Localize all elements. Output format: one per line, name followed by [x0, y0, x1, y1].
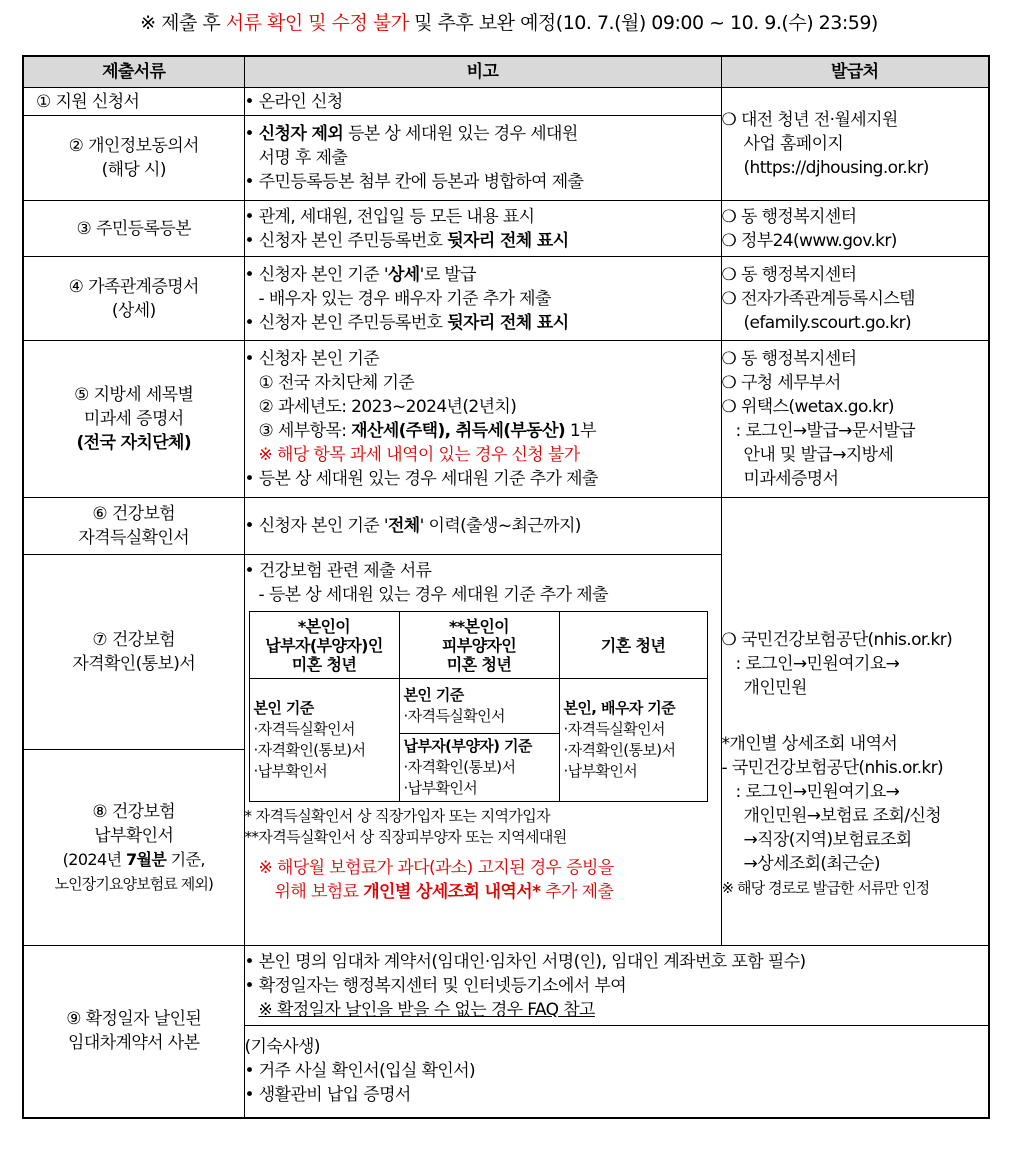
remark-family-l1-pre: • 신청자 본인 기준 '	[244, 264, 388, 285]
remark-tax-l3: ② 과세년도: 2023~2024년(2년치)	[258, 397, 517, 417]
row-family-relation	[23, 257, 989, 341]
remark-tax-l4-bold: 재산세(주택), 취득세(부동산)	[351, 421, 566, 441]
doc-local-tax-l3: (전국 자치단체)	[76, 433, 192, 453]
sub-c3-i2: ·자격확인(통보)서	[563, 741, 676, 759]
doc-health-notice	[23, 555, 244, 750]
issuer-nhis-l7: 개인민원→보험료 조회/신청	[743, 806, 942, 826]
header-remark: 비고	[244, 56, 721, 88]
issuer-family-l3: (efamily.scourt.go.kr)	[743, 312, 912, 333]
doc-privacy-consent	[23, 116, 244, 201]
doc-health-n-l2: 자격확인(통보)서	[72, 654, 196, 674]
health-note-2: **자격득실확인서 상 직장피부양자 또는 지역세대원	[244, 828, 567, 846]
remark-tax-l6: • 등본 상 세대원 있는 경우 세대원 기준 추가 제출	[244, 469, 598, 489]
sub-c2a-title: 본인 기준	[403, 686, 464, 704]
remark-privacy-l3: • 주민등록등본 첨부 칸에 등본과 병합하여 제출	[244, 172, 584, 192]
issuer-nhis-l8: →직장(지역)보험료조회	[743, 830, 912, 850]
remark-tax-l1: • 신청자 본인 기준	[244, 349, 380, 369]
health-warning-l2-post: 추가 제출	[540, 882, 614, 902]
issuer-tax-l3: ❍ 위택스(wetax.go.kr)	[721, 397, 894, 417]
doc-health-p-l4: 노인장기요양보험료 제외)	[54, 874, 213, 893]
remark-local-tax	[244, 341, 721, 498]
remark-privacy-l2: 서명 후 제출	[258, 148, 348, 168]
subtable-col1	[249, 679, 399, 802]
subtable-head-1	[249, 612, 399, 679]
row-resident-register	[23, 201, 989, 257]
notice-prefix: ※ 제출 후	[140, 12, 226, 34]
sub-c2a-i1: ·자격득실확인서	[403, 707, 505, 725]
doc-health-payment	[23, 750, 244, 946]
health-subtable	[249, 611, 708, 802]
subtable-col2a	[399, 679, 559, 734]
doc-family-l2: (상세)	[111, 300, 156, 321]
issuer-nhis-l2: : 로그인→민원여기요→	[735, 654, 900, 674]
remark-health-q-post: ' 이력(출생~최근까지)	[419, 516, 581, 536]
doc-local-tax	[23, 341, 244, 498]
doc-local-tax-l1: ⑤ 지방세 세목별	[74, 385, 194, 405]
health-warning-l2-bold: 개인별 상세조회 내역서*	[363, 882, 541, 902]
remark-privacy-consent: • 신청자 제외 등본 상 세대원 있는 경우 세대원 서명 후 제출 • 주민등록등본 첨부 칸에 등본과 병합하여 제출	[244, 116, 721, 201]
sub-c3-i3: ·납부확인서	[563, 762, 638, 780]
sub-c1-i3: ·납부확인서	[253, 762, 328, 780]
issuer-djhousing-l1: ❍ 대전 청년 전·월세지원	[721, 110, 898, 130]
remark-health-q-bold: 전체	[387, 516, 420, 536]
notice-suffix: 및 추후 보완 예정(10. 7.(월) 09:00 ~ 10. 9.(수) 23:59)	[408, 12, 878, 34]
doc-lease-l1: ⑨ 확정일자 날인된	[66, 1009, 202, 1030]
issuer-nhis-l3: 개인민원	[743, 678, 807, 698]
remark-tax-l4-pre: ③ 세부항목:	[258, 421, 352, 441]
remark-lease-l2: • 확정일자는 행정복지센터 및 인터넷등기소에서 부여	[244, 975, 627, 996]
remark-family-l1-bold: 상세	[387, 264, 420, 285]
remark-health-l1: • 건강보험 관련 제출 서류	[244, 561, 432, 581]
sub-h2-l1: **본인이	[448, 616, 510, 636]
issuer-local-tax	[721, 341, 989, 498]
sub-c2b-i2: ·납부확인서	[403, 779, 478, 797]
sub-c3-title: 본인, 배우자 기준	[563, 699, 676, 717]
health-note-1: * 자격득실확인서 상 직장가입자 또는 지역가입자	[244, 807, 551, 825]
remark-lease-l3: ※ 확정일자 날인을 받을 수 없는 경우 FAQ 참고	[258, 999, 595, 1020]
health-warning-l2-pre: 위해 보험료	[274, 882, 364, 902]
remark-resident-l2: • 신청자 본인 주민등록번호	[244, 230, 448, 251]
remark-resident-register	[244, 201, 721, 257]
doc-health-q-l1: ⑥ 건강보험	[92, 504, 176, 524]
doc-health-p-l3-post: 기준,	[166, 849, 205, 869]
sub-c2b-title: 납부자(부양자) 기준	[403, 737, 532, 755]
subtable-head-2	[399, 612, 559, 679]
doc-health-p-l3-bold: 7월분	[125, 849, 167, 869]
doc-health-p-l2: 납부확인서	[94, 825, 174, 846]
issuer-nhis-l5: - 국민건강보험공단(nhis.or.kr)	[721, 758, 944, 778]
issuer-tax-l1: ❍ 동 행정복지센터	[721, 349, 857, 369]
doc-lease-contract	[23, 946, 244, 1118]
doc-privacy-consent-l1: ② 개인정보동의서	[68, 136, 199, 156]
sub-c3-i1: ·자격득실확인서	[563, 720, 665, 738]
issuer-nhis	[721, 498, 989, 946]
issuer-nhis-l9: →상세조회(최근순)	[743, 854, 880, 874]
documents-table	[22, 55, 990, 1119]
remark-resident-l1: • 관계, 세대원, 전입일 등 모든 내용 표시	[244, 206, 535, 227]
sub-h2-l3: 미혼 청년	[446, 654, 512, 674]
doc-application: ① 지원 신청서	[23, 88, 244, 116]
issuer-tax-l6: 미과세증명서	[743, 469, 839, 489]
remark-health-l2: - 등본 상 세대원 있는 경우 세대원 기준 추가 제출	[258, 585, 608, 605]
sub-c1-title: 본인 기준	[253, 699, 314, 717]
subtable-head-3: 기혼 청년	[559, 612, 707, 679]
issuer-tax-l4: : 로그인→발급→문서발급	[735, 421, 916, 441]
sub-h1-l2: 납부자(부양자)인	[265, 635, 383, 655]
doc-family-l1: ④ 가족관계증명서	[68, 276, 199, 297]
sub-c2b-i1: ·자격확인(통보)서	[403, 758, 516, 776]
sub-c1-i2: ·자격확인(통보)서	[253, 741, 366, 759]
issuer-nhis-l10: ※ 해당 경로로 발급한 서류만 인정	[721, 879, 930, 897]
remark-family-relation	[244, 257, 721, 341]
doc-family-relation	[23, 257, 244, 341]
row-application	[23, 88, 989, 116]
remark-resident-l2-bold: 뒷자리 전체 표시	[447, 230, 569, 251]
issuer-tax-l2: ❍ 구청 세무부서	[721, 373, 841, 393]
sub-h1-l1: *본인이	[297, 616, 351, 636]
remark-tax-l4-post: 1부	[565, 421, 596, 441]
issuer-djhousing	[721, 88, 989, 201]
issuer-resident-l1: ❍ 동 행정복지센터	[721, 206, 857, 227]
issuer-nhis-l6: : 로그인→민원여기요→	[735, 782, 900, 802]
row-local-tax	[23, 341, 989, 498]
doc-local-tax-l2: 미과세 증명서	[83, 409, 184, 429]
remark-lease-l1: • 본인 명의 임대차 계약서(임대인·임차인 서명(인), 임대인 계좌번호 포함 필수)	[244, 951, 806, 972]
remark-application: • 온라인 신청	[244, 88, 721, 116]
issuer-djhousing-l2: 사업 홈페이지	[743, 134, 844, 154]
subtable-col2b	[399, 734, 559, 802]
remark-privacy-rest: 등본 상 세대원 있는 경우 세대원	[343, 124, 578, 144]
issuer-family-l1: ❍ 동 행정복지센터	[721, 264, 857, 285]
remark-family-l3-pre: • 신청자 본인 주민등록번호	[244, 312, 448, 333]
remark-lease-main	[244, 946, 989, 1026]
issuer-nhis-l1: ❍ 국민건강보험공단(nhis.or.kr)	[721, 630, 953, 650]
doc-health-n-l1: ⑦ 건강보험	[92, 630, 176, 650]
doc-health-p-l3-pre: (2024년	[62, 849, 126, 869]
header-row	[23, 56, 989, 88]
doc-privacy-consent-l2: (해당 시)	[101, 160, 166, 180]
remark-dorm-l3: • 생활관비 납입 증명서	[244, 1085, 411, 1106]
doc-lease-l2: 임대차계약서 사본	[68, 1033, 200, 1054]
remark-privacy-bold: 신청자 제외	[258, 124, 344, 144]
doc-health-q-l2: 자격득실확인서	[78, 528, 190, 548]
remark-health-combined	[244, 555, 721, 946]
issuer-tax-l5: 안내 및 발급→지방세	[743, 445, 894, 465]
doc-health-qualification	[23, 498, 244, 555]
remark-dorm-l2: • 거주 사실 확인서(입실 확인서)	[244, 1061, 476, 1082]
remark-family-l2: - 배우자 있는 경우 배우자 기준 추가 제출	[258, 288, 551, 309]
issuer-family-relation	[721, 257, 989, 341]
issuer-family-l2: ❍ 전자가족관계등록시스템	[721, 288, 915, 309]
issuer-nhis-l4: *개인별 상세조회 내역서	[721, 734, 898, 754]
issuer-resident-l2: ❍ 정부24(www.gov.kr)	[721, 230, 897, 251]
remark-tax-l2: ① 전국 자치단체 기준	[258, 373, 415, 393]
doc-health-p-l1: ⑧ 건강보험	[92, 801, 176, 822]
remark-health-qualification	[244, 498, 721, 555]
notice-highlight: 서류 확인 및 수정 불가	[225, 12, 409, 34]
issuer-djhousing-l3: (https://djhousing.or.kr)	[743, 158, 929, 178]
issuer-resident-register	[721, 201, 989, 257]
notice-banner	[0, 8, 1018, 35]
row-health-qualification	[23, 498, 989, 555]
remark-tax-warning: ※ 해당 항목 과세 내역이 있는 경우 신청 불가	[258, 445, 580, 465]
remark-health-q-pre: • 신청자 본인 기준 '	[244, 516, 388, 536]
subtable-col3	[559, 679, 707, 802]
row-lease-contract	[23, 946, 989, 1026]
remark-dormitory	[244, 1026, 989, 1118]
sub-h2-l2: 피부양자인	[441, 635, 517, 655]
health-warning-l1: ※ 해당월 보험료가 과다(과소) 고지된 경우 증빙을	[258, 858, 614, 878]
doc-resident-register: ③ 주민등록등본	[23, 201, 244, 257]
header-issuer: 발급처	[721, 56, 989, 88]
remark-dorm-l1: (기숙사생)	[244, 1037, 320, 1058]
remark-family-l3-bold: 뒷자리 전체 표시	[447, 312, 569, 333]
remark-family-l1-post: '로 발급	[419, 264, 476, 285]
sub-c1-i1: ·자격득실확인서	[253, 720, 355, 738]
sub-h1-l3: 미혼 청년	[291, 654, 357, 674]
header-doc: 제출서류	[23, 56, 244, 88]
